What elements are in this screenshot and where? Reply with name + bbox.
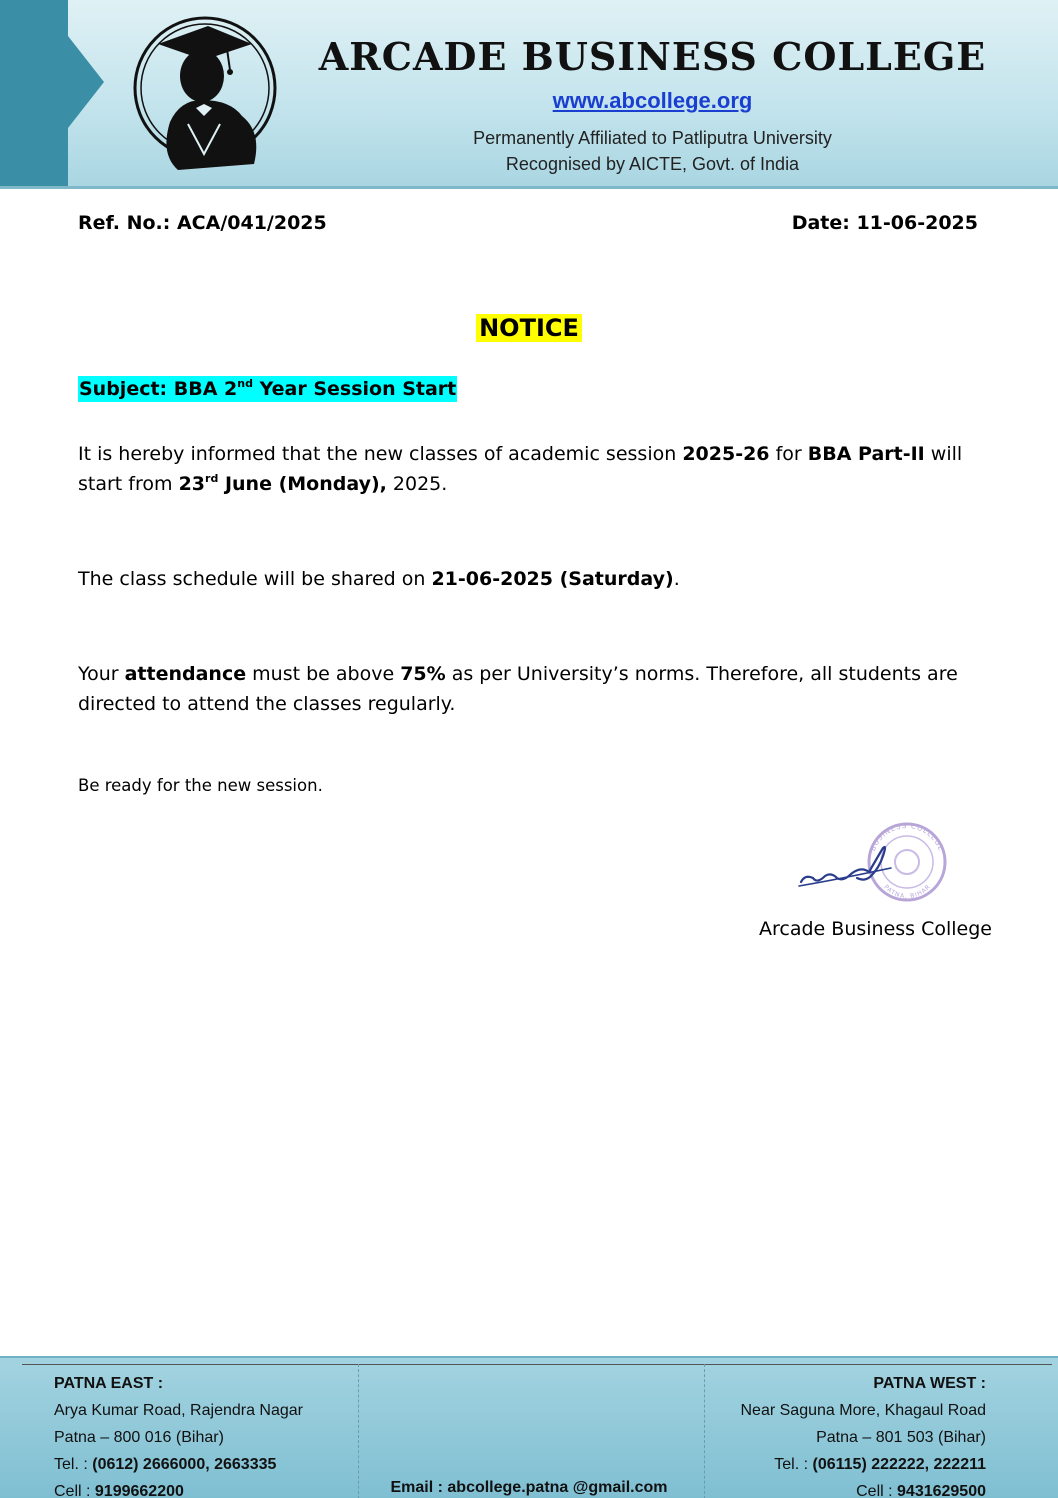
para-text: The class schedule will be shared on: [78, 568, 432, 590]
east-address-city: Patna – 800 016 (Bihar): [54, 1429, 224, 1446]
college-name: ARCADE BUSINESS COLLEGE: [318, 34, 987, 79]
session-year: 2025-26: [682, 443, 770, 465]
para-text: will start from: [78, 443, 963, 495]
para-text: 2025.: [386, 473, 448, 495]
east-address-line: Arya Kumar Road, Rajendra Nagar: [54, 1402, 304, 1419]
signatory-name: Arcade Business College: [759, 918, 992, 940]
start-month-weekday: June (Monday),: [218, 473, 387, 495]
college-seal-signature-icon: [795, 818, 955, 914]
reference-number: Ref. No.: ACA/041/2025: [78, 212, 327, 234]
affiliation-text: Permanently Affiliated to Patliputra University: [473, 128, 832, 148]
para-text: Your: [78, 663, 125, 685]
footer-email[interactable]: Email : abcollege.patna @gmail.com: [390, 1479, 668, 1496]
tel-label: Tel. :: [54, 1456, 93, 1473]
svg-text:BUSINESS COLLEGE: [869, 822, 945, 853]
header-arrow-icon: [68, 36, 104, 128]
notice-title: NOTICE: [476, 314, 582, 342]
east-branch-title: PATNA EAST :: [54, 1375, 164, 1392]
east-telephone: [54, 1451, 303, 1478]
course-name: BBA Part-II: [807, 443, 925, 465]
header-color-band: [0, 0, 68, 186]
west-address-city: Patna – 801 503 (Bihar): [816, 1429, 986, 1446]
east-tel-number: (0612) 2666000, 2663335: [92, 1456, 277, 1473]
notice-paragraph-session: [78, 439, 978, 499]
notice-paragraph-attendance: [78, 659, 978, 719]
start-day: 23: [178, 473, 206, 495]
subject-suffix: Year Session Start: [253, 378, 457, 400]
cell-label: Cell :: [54, 1483, 95, 1498]
west-address-line: Near Saguna More, Khagaul Road: [740, 1402, 986, 1419]
para-text: must be above: [246, 663, 401, 685]
seal-text: BUSINESS COLLEGE: [869, 821, 946, 853]
para-text: .: [673, 568, 680, 590]
start-day-superscript: rd: [205, 472, 219, 485]
west-cell-number: 9431629500: [897, 1483, 986, 1498]
footer-column-divider: [358, 1364, 359, 1498]
notice-subject: [78, 376, 457, 402]
notice-date: Date: 11-06-2025: [791, 212, 978, 234]
subject-prefix: Subject: BBA 2: [79, 378, 238, 400]
west-branch-title: PATNA WEST :: [873, 1375, 986, 1392]
letterhead-footer: [0, 1356, 1058, 1498]
recognition-text: Recognised by AICTE, Govt. of India: [505, 154, 800, 174]
notice-closing-line: Be ready for the new session.: [78, 776, 323, 795]
para-text: It is hereby informed that the new classes of academic session: [78, 443, 683, 465]
notice-title-row: [0, 314, 1058, 342]
tel-label: Tel. :: [774, 1456, 813, 1473]
footer-divider-line: [22, 1364, 1052, 1365]
cell-label: Cell :: [856, 1483, 898, 1498]
attendance-word: attendance: [124, 663, 247, 685]
east-cell-number: 9199662200: [94, 1483, 184, 1498]
west-telephone: [741, 1451, 987, 1478]
letterhead-header: [0, 0, 1058, 189]
west-tel-number: (06115) 222222, 222211: [812, 1456, 986, 1473]
para-text: for: [769, 443, 808, 465]
footer-column-divider: [704, 1364, 705, 1498]
graduate-silhouette-logo-icon: [130, 4, 280, 176]
notice-paragraph-schedule: [78, 564, 978, 594]
college-website-link[interactable]: www.abcollege.org: [552, 88, 753, 113]
attendance-percent: 75%: [400, 663, 446, 685]
subject-superscript: nd: [237, 377, 253, 390]
seal-text-bottom: PATNA, BIHAR: [882, 883, 933, 901]
para-text: as per University’s norms. Therefore, all students are directed to attend the classes regularly.: [78, 663, 958, 715]
schedule-date: 21-06-2025 (Saturday): [431, 568, 674, 590]
